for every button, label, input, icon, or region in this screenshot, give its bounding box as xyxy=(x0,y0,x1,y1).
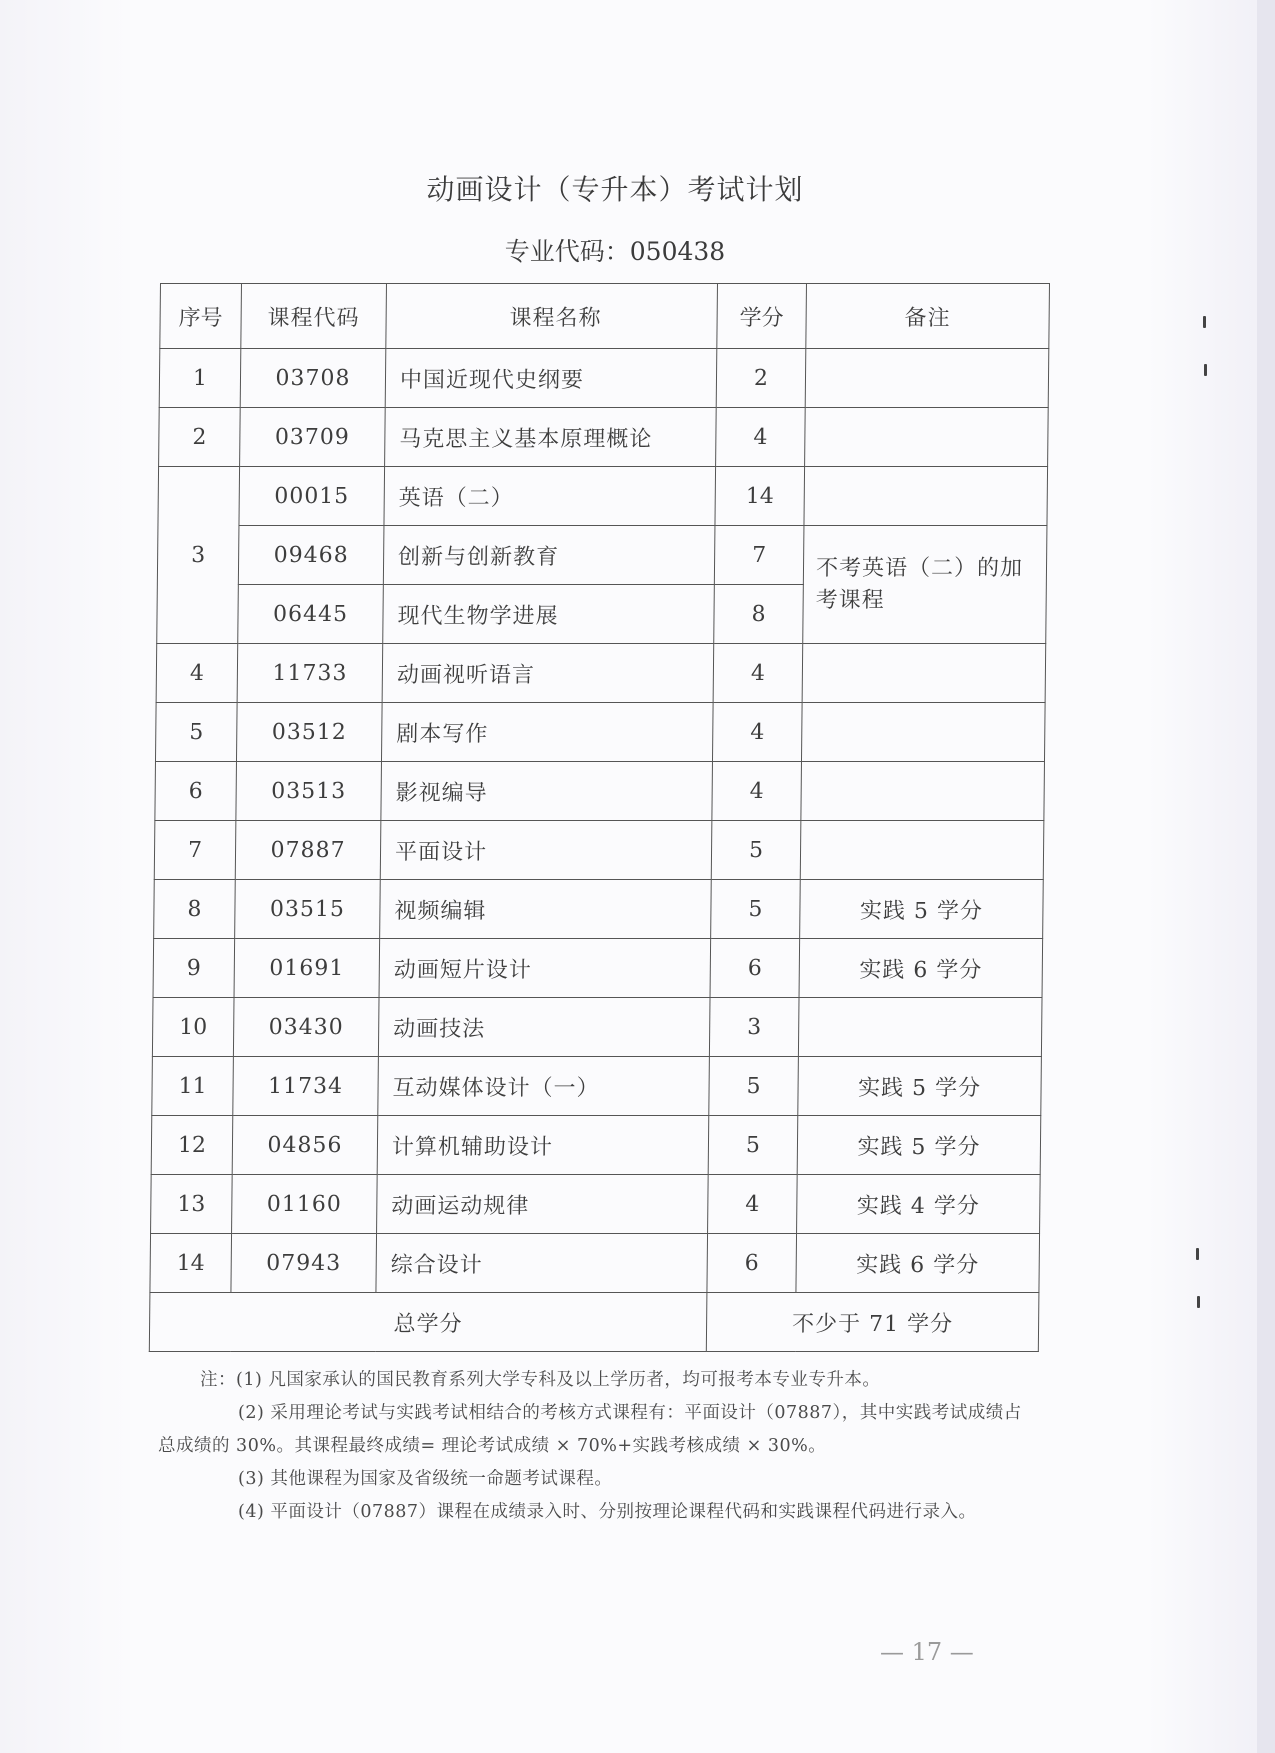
cell-code: 03513 xyxy=(236,762,382,821)
header-credit: 学分 xyxy=(717,284,807,349)
scan-edge xyxy=(1257,0,1275,1753)
cell-credit: 4 xyxy=(708,1175,798,1234)
cell-name: 动画运动规律 xyxy=(377,1175,709,1234)
page-number: — 17 — xyxy=(880,1638,974,1666)
cell-credit: 2 xyxy=(716,349,806,408)
footnote-2: (2) 采用理论考试与实践考试相结合的考核方式课程有：平面设计（07887），其中实践考试成绩占总成绩的 30%。其课程最终成绩= 理论考试成绩 × 70%+实践考核成绩 × 30%。 xyxy=(158,1403,1022,1456)
cell-credit: 6 xyxy=(710,939,800,998)
cell-credit: 14 xyxy=(715,467,805,526)
header-no: 序号 xyxy=(160,284,242,349)
cell-credit: 4 xyxy=(712,703,802,762)
cell-name: 平面设计 xyxy=(380,821,712,880)
cell-code: 11733 xyxy=(237,644,383,703)
cell-code: 03515 xyxy=(235,880,381,939)
cell-note: 实践 6 学分 xyxy=(799,939,1043,998)
cell-code: 03430 xyxy=(233,998,379,1057)
table-row xyxy=(159,408,1049,467)
cell-note xyxy=(801,762,1045,821)
cell-code: 06445 xyxy=(238,585,384,644)
major-code: 专业代码：050438 xyxy=(504,237,726,266)
total-credits-label: 总学分 xyxy=(149,1293,707,1352)
cell-credit: 4 xyxy=(716,408,806,467)
cell-name: 剧本写作 xyxy=(381,703,713,762)
cell-note xyxy=(798,998,1042,1057)
cell-credit: 4 xyxy=(712,762,802,821)
table-row xyxy=(159,349,1049,408)
cell-code: 07943 xyxy=(231,1234,377,1293)
scan-mark xyxy=(1197,1296,1200,1308)
cell-note-extra-courses: 不考英语（二）的加考课程 xyxy=(803,526,1047,644)
cell-no: 13 xyxy=(151,1175,233,1234)
cell-name: 中国近现代史纲要 xyxy=(385,349,717,408)
cell-no: 3 xyxy=(157,467,240,644)
cell-code: 03709 xyxy=(240,408,386,467)
cell-note: 实践 5 学分 xyxy=(798,1057,1042,1116)
cell-no: 6 xyxy=(155,762,237,821)
table-row xyxy=(151,1116,1041,1175)
cell-code: 01160 xyxy=(232,1175,378,1234)
cell-credit: 5 xyxy=(709,1057,799,1116)
table-row xyxy=(150,1234,1040,1293)
footnotes xyxy=(158,1364,1038,1529)
cell-name: 视频编辑 xyxy=(380,880,712,939)
table-row xyxy=(155,703,1045,762)
cell-name: 影视编导 xyxy=(381,762,713,821)
cell-no: 11 xyxy=(152,1057,234,1116)
cell-no: 10 xyxy=(152,998,234,1057)
scan-mark xyxy=(1203,316,1206,328)
exam-plan-table xyxy=(149,283,1050,1352)
cell-code: 03512 xyxy=(236,703,382,762)
cell-name: 动画短片设计 xyxy=(379,939,711,998)
header-name: 课程名称 xyxy=(386,284,718,349)
cell-credit: 8 xyxy=(714,585,804,644)
cell-credit: 7 xyxy=(714,526,804,585)
cell-note xyxy=(800,821,1044,880)
cell-no: 4 xyxy=(156,644,238,703)
cell-no: 7 xyxy=(154,821,236,880)
scan-mark xyxy=(1204,364,1207,376)
cell-note: 实践 6 学分 xyxy=(796,1234,1040,1293)
cell-credit: 6 xyxy=(707,1234,797,1293)
cell-credit: 4 xyxy=(713,644,803,703)
cell-name: 现代生物学进展 xyxy=(383,585,715,644)
cell-name: 英语（二） xyxy=(384,467,716,526)
cell-credit: 5 xyxy=(708,1116,798,1175)
table-row xyxy=(152,998,1042,1057)
cell-name: 综合设计 xyxy=(376,1234,708,1293)
cell-no: 5 xyxy=(155,703,237,762)
cell-name: 马克思主义基本原理概论 xyxy=(385,408,717,467)
cell-code: 00015 xyxy=(239,467,385,526)
cell-code: 04856 xyxy=(232,1116,378,1175)
cell-code: 03708 xyxy=(240,349,386,408)
cell-name: 计算机辅助设计 xyxy=(377,1116,709,1175)
cell-no: 1 xyxy=(159,349,241,408)
header-code: 课程代码 xyxy=(241,284,387,349)
table-row xyxy=(154,821,1044,880)
header-note: 备注 xyxy=(806,284,1050,349)
table-row xyxy=(158,467,1048,526)
cell-credit: 3 xyxy=(709,998,799,1057)
cell-credit: 5 xyxy=(711,821,801,880)
cell-no: 14 xyxy=(150,1234,232,1293)
cell-name: 创新与创新教育 xyxy=(383,526,715,585)
cell-code: 01691 xyxy=(234,939,380,998)
table-row xyxy=(153,939,1043,998)
table-row xyxy=(156,644,1046,703)
table-row xyxy=(155,762,1045,821)
footnote-4: (4) 平面设计（07887）课程在成绩录入时、分别按理论课程代码和实践课程代码进行录入。 xyxy=(238,1502,977,1522)
cell-name: 互动媒体设计（一） xyxy=(378,1057,710,1116)
cell-name: 动画视听语言 xyxy=(382,644,714,703)
total-credits-value: 不少于 71 学分 xyxy=(706,1293,1039,1352)
cell-note: 实践 5 学分 xyxy=(800,880,1044,939)
cell-no: 2 xyxy=(159,408,241,467)
table-header-row xyxy=(160,284,1050,349)
cell-note xyxy=(801,703,1045,762)
cell-note xyxy=(805,408,1049,467)
cell-note xyxy=(804,467,1048,526)
table-row xyxy=(151,1175,1041,1234)
cell-no: 8 xyxy=(154,880,236,939)
cell-note xyxy=(805,349,1049,408)
table-row xyxy=(154,880,1044,939)
cell-note: 实践 4 学分 xyxy=(797,1175,1041,1234)
footnote-3: (3) 其他课程为国家及省级统一命题考试课程。 xyxy=(238,1469,613,1489)
document-title: 动画设计（专升本）考试计划 xyxy=(426,173,804,206)
scan-mark xyxy=(1196,1248,1199,1260)
cell-no: 12 xyxy=(151,1116,233,1175)
table-row xyxy=(152,1057,1042,1116)
cell-note: 实践 5 学分 xyxy=(797,1116,1041,1175)
cell-code: 11734 xyxy=(233,1057,379,1116)
table-row xyxy=(157,526,1047,585)
cell-note xyxy=(802,644,1046,703)
cell-code: 09468 xyxy=(238,526,384,585)
table-total-row xyxy=(149,1293,1039,1352)
cell-credit: 5 xyxy=(711,880,801,939)
cell-no: 9 xyxy=(153,939,235,998)
footnote-1: 注：(1) 凡国家承认的国民教育系列大学专科及以上学历者，均可报考本专业专升本。 xyxy=(200,1370,881,1390)
cell-code: 07887 xyxy=(235,821,381,880)
cell-name: 动画技法 xyxy=(378,998,710,1057)
